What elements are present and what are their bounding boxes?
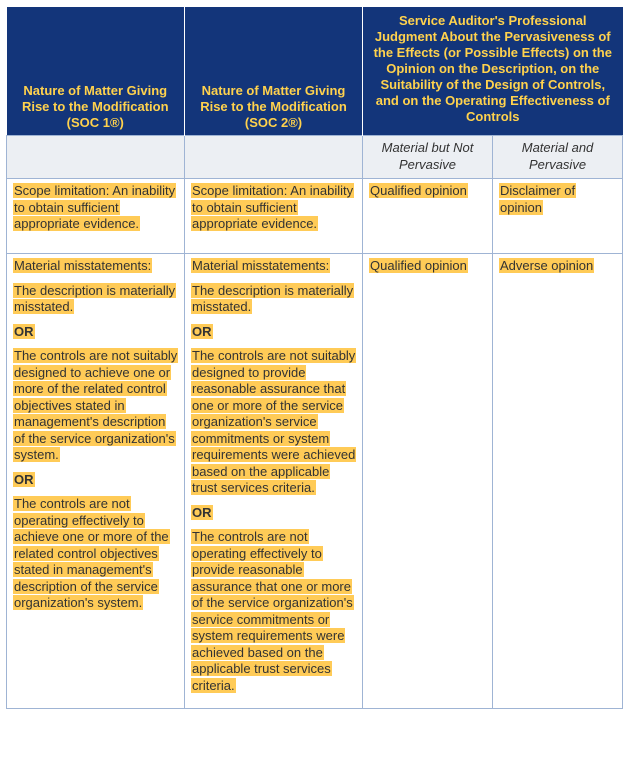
subheader-row [7,136,623,179]
header-judgment: Service Auditor's Professional Judgment About the Pervasiveness of the Effects (or Possible Effects) on the Opinion on the Description, on the Suitability of the Design of Controls, and on the Operating Effectiveness of Controls [363,7,623,136]
soc1-scope-text: Scope limitation: An inability to obtain sufficient appropriate evidence. [14,183,176,231]
cell-soc2-scope [185,179,363,254]
cell-scope-pervasive [493,179,623,254]
cell-soc1-misstatements [7,254,185,709]
soc2-description-text: The description is materially misstated. [192,282,354,314]
table-row-scope-limitation [7,179,623,254]
soc2-scope-text: Scope limitation: An inability to obtain sufficient appropriate evidence. [192,183,354,231]
soc2-or-1: OR [192,323,212,339]
soc1-design-text: The controls are not suitably designed to achieve one or more of the related control objectives stated in management's description of the service organization's system. [14,348,178,462]
soc2-or-2: OR [192,504,212,520]
cell-misstatements-pervasive [493,254,623,709]
cell-misstatements-not-pervasive [363,254,493,709]
soc1-misstatements-label: Material misstatements: [14,258,152,273]
subheader-not-pervasive: Material but Not Pervasive [363,136,493,179]
opinion-table-container [6,7,622,709]
cell-scope-not-pervasive [363,179,493,254]
soc2-operating-text: The controls are not operating effectively to provide reasonable assurance that one or more of the service organization's service commitments or system requirements were achieved based on the applicable trust services criteria. [192,529,353,693]
cell-soc1-scope [7,179,185,254]
soc1-or-1: OR [14,323,34,339]
scope-disclaimer-opinion: Disclaimer of opinion [500,183,576,215]
subheader-empty-1 [7,136,185,179]
scope-qualified-opinion: Qualified opinion [370,183,467,198]
soc1-operating-text: The controls are not operating effectively to achieve one or more of the related control objectives stated in management's description of the service organization's system. [14,496,169,610]
header-row [7,7,623,136]
soc2-design-text: The controls are not suitably designed to provide reasonable assurance that one or more of the service organization's service commitments or system requirements were achieved based on the applicable trust services criteria. [192,348,356,495]
table-row-material-misstatements [7,254,623,709]
misstatements-adverse-opinion: Adverse opinion [500,258,594,273]
misstatements-qualified-opinion: Qualified opinion [370,258,467,273]
soc2-misstatements-label: Material misstatements: [192,258,330,273]
opinion-table [6,7,623,709]
subheader-empty-2 [185,136,363,179]
soc1-description-text: The description is materially misstated. [14,282,176,314]
cell-soc2-misstatements [185,254,363,709]
soc1-or-2: OR [14,471,34,487]
header-soc1: Nature of Matter Giving Rise to the Modification (SOC 1®) [7,7,185,136]
subheader-pervasive: Material and Pervasive [493,136,623,179]
header-soc2: Nature of Matter Giving Rise to the Modification (SOC 2®) [185,7,363,136]
